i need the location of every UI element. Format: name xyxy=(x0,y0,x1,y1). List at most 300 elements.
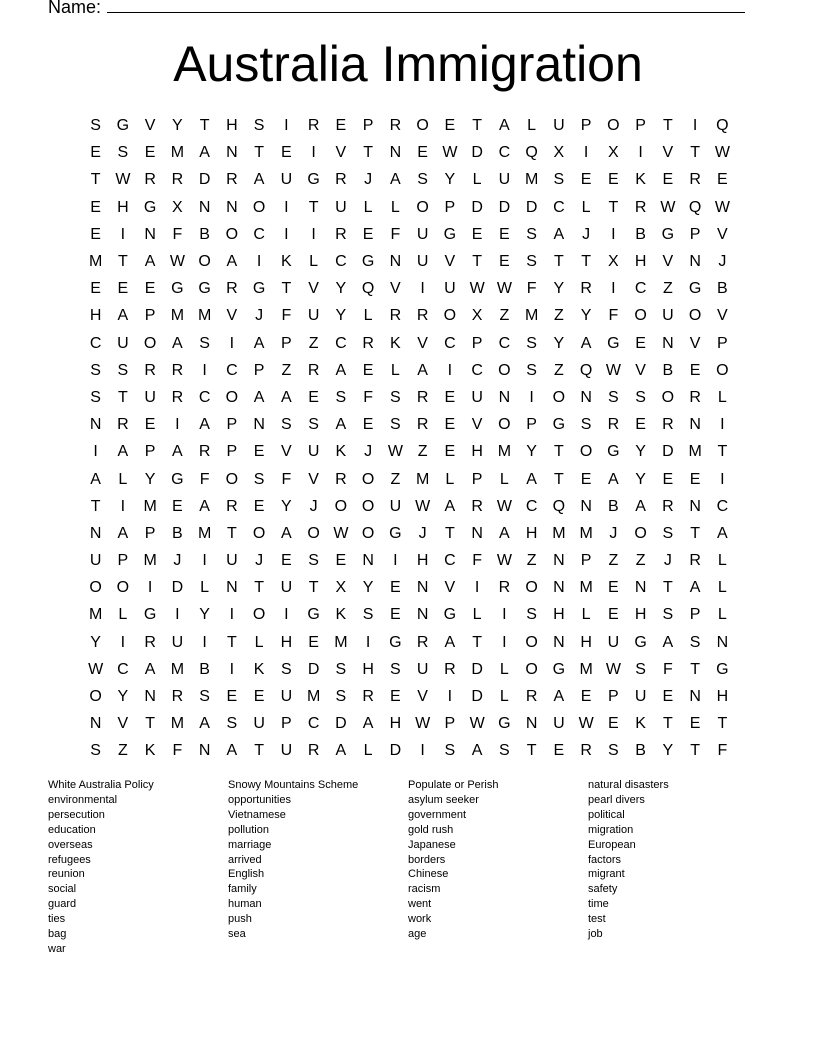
grid-letter: U xyxy=(280,579,293,597)
grid-letter: L xyxy=(390,361,400,379)
grid-letter: S xyxy=(526,334,537,352)
grid-letter: W xyxy=(469,280,485,298)
grid-letter: W xyxy=(605,361,621,379)
grid-letter: E xyxy=(390,579,401,597)
grid-letter: C xyxy=(498,144,511,162)
word-list-item: Snowy Mountains Scheme xyxy=(228,779,359,791)
grid-letter: Z xyxy=(553,307,564,325)
grid-letter: E xyxy=(635,416,646,434)
grid-letter: M xyxy=(524,171,539,189)
grid-letter: R xyxy=(525,688,538,706)
grid-letter: G xyxy=(634,633,647,651)
grid-row xyxy=(82,112,736,139)
grid-letter: A xyxy=(226,253,238,271)
grid-letter: M xyxy=(170,715,185,733)
grid-letter: Y xyxy=(335,280,347,298)
grid-letter: F xyxy=(526,280,537,298)
grid-letter: G xyxy=(443,606,457,624)
grid-letter: A xyxy=(499,524,510,542)
grid-letter: R xyxy=(498,579,511,597)
grid-letter: P xyxy=(580,117,592,135)
grid-letter: I xyxy=(502,633,507,651)
grid-letter: R xyxy=(389,307,402,325)
grid-letter: S xyxy=(444,742,456,760)
grid-letter: A xyxy=(499,117,510,135)
grid-letter: M xyxy=(197,524,212,542)
grid-letter: R xyxy=(171,171,184,189)
grid-letter: T xyxy=(717,443,728,461)
grid-letter: T xyxy=(308,579,319,597)
grid-letter: L xyxy=(118,470,128,488)
grid-letter: L xyxy=(363,198,373,216)
grid-letter: H xyxy=(471,443,483,461)
grid-letter: K xyxy=(281,253,292,271)
grid-letter: V xyxy=(662,253,674,271)
grid-letter: C xyxy=(226,361,238,379)
grid-letter: S xyxy=(635,388,646,406)
grid-letter: X xyxy=(172,198,183,216)
grid-letter: E xyxy=(362,361,374,379)
grid-row xyxy=(82,411,736,438)
grid-letter: H xyxy=(525,524,538,542)
grid-letter: L xyxy=(717,388,727,406)
grid-letter: T xyxy=(690,660,701,678)
grid-letter: P xyxy=(689,606,701,624)
grid-letter: O xyxy=(334,497,348,515)
grid-letter: I xyxy=(311,144,316,162)
grid-letter: P xyxy=(717,334,728,352)
grid-letter: R xyxy=(362,334,374,352)
grid-letter: X xyxy=(335,579,347,597)
grid-letter: P xyxy=(281,334,292,352)
grid-letter: V xyxy=(444,253,456,271)
word-column xyxy=(588,778,768,957)
grid-letter: D xyxy=(471,144,483,162)
grid-letter: A xyxy=(553,688,565,706)
grid-letter: F xyxy=(172,742,183,760)
grid-letter: O xyxy=(525,660,538,678)
grid-letter: V xyxy=(717,225,728,243)
grid-letter: S xyxy=(390,660,401,678)
word-list-item: Populate or Perish xyxy=(408,779,499,791)
grid-letter: L xyxy=(200,579,210,597)
grid-letter: A xyxy=(199,497,210,515)
grid-letter: I xyxy=(420,280,425,298)
grid-letter: O xyxy=(307,524,320,542)
grid-letter: E xyxy=(444,443,456,461)
grid-letter: G xyxy=(661,225,675,243)
grid-letter: I xyxy=(202,361,207,379)
grid-row xyxy=(82,357,736,384)
grid-letter: I xyxy=(284,225,289,243)
grid-letter: E xyxy=(662,688,674,706)
word-list-item: time xyxy=(588,898,609,911)
grid-letter: Y xyxy=(580,307,592,325)
grid-letter: U xyxy=(226,552,238,570)
grid-letter: T xyxy=(90,497,101,515)
grid-letter: N xyxy=(198,742,211,760)
grid-letter: R xyxy=(416,388,429,406)
grid-letter: I xyxy=(93,443,98,461)
grid-letter: S xyxy=(390,416,401,434)
grid-letter: M xyxy=(306,688,321,706)
grid-letter: O xyxy=(225,470,239,488)
grid-letter: C xyxy=(89,334,102,352)
grid-letter: U xyxy=(253,715,265,733)
grid-letter: D xyxy=(662,443,674,461)
grid-letter: T xyxy=(662,579,673,597)
grid-letter: A xyxy=(335,416,347,434)
grid-letter: V xyxy=(308,470,319,488)
grid-letter: E xyxy=(253,688,265,706)
grid-letter: A xyxy=(662,633,674,651)
grid-letter: N xyxy=(580,497,592,515)
grid-letter: G xyxy=(688,280,702,298)
grid-letter: Z xyxy=(635,552,646,570)
grid-letter: T xyxy=(472,117,483,135)
grid-letter: A xyxy=(471,742,483,760)
grid-letter: O xyxy=(416,198,429,216)
grid-letter: P xyxy=(144,443,156,461)
grid-letter: V xyxy=(281,443,292,461)
grid-letter: W xyxy=(496,552,512,570)
grid-letter: W xyxy=(88,660,104,678)
grid-letter: G xyxy=(389,633,402,651)
grid-letter: U xyxy=(416,660,429,678)
grid-letter: G xyxy=(171,470,184,488)
grid-letter: Z xyxy=(662,280,673,298)
grid-letter: G xyxy=(198,280,211,298)
grid-letter: R xyxy=(171,361,184,379)
grid-letter: P xyxy=(117,552,129,570)
grid-letter: T xyxy=(553,470,564,488)
grid-letter: W xyxy=(496,280,512,298)
grid-letter: N xyxy=(198,198,211,216)
grid-letter: E xyxy=(689,715,701,733)
word-list-item: social xyxy=(48,883,77,896)
grid-letter: I xyxy=(120,497,126,515)
grid-letter: R xyxy=(171,388,184,406)
grid-letter: Y xyxy=(662,742,674,760)
grid-letter: N xyxy=(416,606,429,624)
grid-letter: G xyxy=(361,253,375,271)
grid-letter: E xyxy=(662,171,674,189)
grid-letter: Y xyxy=(362,579,374,597)
grid-letter: W xyxy=(714,198,730,216)
grid-letter: R xyxy=(607,416,620,434)
grid-letter: U xyxy=(607,633,620,651)
grid-letter: Y xyxy=(90,633,101,651)
grid-letter: U xyxy=(280,171,293,189)
grid-letter: U xyxy=(307,443,320,461)
grid-row xyxy=(82,194,736,221)
word-list-item: test xyxy=(588,913,606,926)
grid-letter: N xyxy=(362,552,374,570)
grid-letter: O xyxy=(443,307,457,325)
grid-letter: C xyxy=(498,334,511,352)
grid-letter: R xyxy=(335,225,347,243)
grid-letter: H xyxy=(389,715,402,733)
grid-letter: O xyxy=(89,579,102,597)
grid-letter: E xyxy=(417,144,428,162)
grid-letter: J xyxy=(582,225,591,243)
grid-letter: Z xyxy=(553,361,564,379)
grid-letter: S xyxy=(117,361,129,379)
grid-letter: I xyxy=(229,334,235,352)
grid-letter: N xyxy=(226,144,238,162)
word-list-item: human xyxy=(228,898,262,911)
grid-letter: Z xyxy=(608,552,619,570)
grid-letter: O xyxy=(143,334,157,352)
grid-row xyxy=(82,710,736,737)
grid-letter: S xyxy=(90,388,101,406)
grid-letter: S xyxy=(90,361,101,379)
grid-letter: I xyxy=(175,416,180,434)
grid-letter: D xyxy=(471,688,483,706)
grid-letter: C xyxy=(198,388,211,406)
grid-row xyxy=(82,330,736,357)
grid-letter: R xyxy=(689,388,701,406)
grid-letter: F xyxy=(472,552,483,570)
grid-letter: T xyxy=(117,388,128,406)
grid-letter: S xyxy=(580,416,592,434)
grid-letter: A xyxy=(553,225,565,243)
word-list-item: refugees xyxy=(48,853,91,866)
grid-letter: P xyxy=(362,117,374,135)
grid-letter: H xyxy=(553,606,565,624)
grid-letter: M xyxy=(170,307,185,325)
grid-letter: E xyxy=(608,715,619,733)
grid-letter: A xyxy=(226,742,238,760)
grid-letter: N xyxy=(498,388,511,406)
grid-letter: T xyxy=(117,253,128,271)
grid-letter: E xyxy=(635,334,646,352)
grid-letter: C xyxy=(335,253,347,271)
grid-letter: E xyxy=(172,497,183,515)
grid-letter: S xyxy=(390,388,401,406)
grid-letter: O xyxy=(688,307,702,325)
grid-letter: Q xyxy=(716,117,729,135)
grid-letter: E xyxy=(689,470,701,488)
grid-letter: V xyxy=(662,144,674,162)
grid-letter: Q xyxy=(361,280,375,298)
grid-letter: O xyxy=(498,416,511,434)
word-list-item: Vietnamese xyxy=(228,808,286,821)
grid-letter: E xyxy=(308,633,319,651)
grid-letter: I xyxy=(611,280,616,298)
grid-letter: P xyxy=(253,361,265,379)
grid-letter: S xyxy=(526,253,537,271)
grid-letter: G xyxy=(143,198,157,216)
grid-letter: O xyxy=(634,524,647,542)
grid-letter: S xyxy=(226,715,238,733)
grid-letter: I xyxy=(720,470,725,488)
grid-letter: Z xyxy=(117,742,128,760)
grid-letter: A xyxy=(172,334,183,352)
grid-letter: N xyxy=(553,579,565,597)
grid-letter: A xyxy=(444,633,456,651)
grid-letter: D xyxy=(389,742,402,760)
word-list-item: war xyxy=(48,942,66,955)
grid-letter: E xyxy=(335,552,347,570)
grid-letter: S xyxy=(281,660,292,678)
word-list-item: work xyxy=(408,913,432,926)
grid-letter: F xyxy=(390,225,401,243)
grid-letter: I xyxy=(120,633,126,651)
grid-letter: I xyxy=(284,606,289,624)
grid-letter: H xyxy=(89,307,102,325)
grid-letter: S xyxy=(90,117,101,135)
grid-letter: O xyxy=(579,443,593,461)
grid-letter: G xyxy=(552,416,566,434)
grid-letter: A xyxy=(526,470,537,488)
grid-letter: A xyxy=(335,361,347,379)
grid-letter: S xyxy=(526,361,537,379)
grid-letter: R xyxy=(335,470,347,488)
grid-letter: Z xyxy=(308,334,319,352)
grid-letter: E xyxy=(362,225,374,243)
word-list-item: pollution xyxy=(228,823,269,836)
grid-letter: H xyxy=(226,117,238,135)
grid-letter: R xyxy=(226,497,238,515)
grid-letter: Y xyxy=(553,280,565,298)
grid-letter: S xyxy=(281,416,292,434)
grid-letter: S xyxy=(335,660,347,678)
grid-letter: G xyxy=(116,117,130,135)
grid-letter: U xyxy=(280,742,293,760)
grid-letter: N xyxy=(689,688,701,706)
grid-letter: M xyxy=(497,443,512,461)
grid-letter: F xyxy=(199,470,210,488)
grid-letter: S xyxy=(662,524,674,542)
grid-letter: I xyxy=(229,606,235,624)
grid-letter: L xyxy=(363,307,373,325)
grid-letter: G xyxy=(171,280,184,298)
name-line xyxy=(48,0,745,18)
grid-letter: E xyxy=(90,144,101,162)
grid-letter: J xyxy=(309,497,318,515)
grid-letter: W xyxy=(578,715,594,733)
grid-letter: J xyxy=(173,552,182,570)
grid-letter: W xyxy=(714,144,730,162)
grid-letter: I xyxy=(120,225,126,243)
grid-letter: N xyxy=(689,497,701,515)
grid-letter: J xyxy=(718,253,727,271)
grid-letter: L xyxy=(118,606,128,624)
grid-letter: I xyxy=(474,579,480,597)
grid-letter: I xyxy=(502,606,507,624)
grid-letter: N xyxy=(689,253,701,271)
grid-letter: G xyxy=(307,606,320,624)
grid-letter: I xyxy=(202,552,207,570)
grid-letter: S xyxy=(499,742,510,760)
grid-letter: E xyxy=(580,171,592,189)
grid-letter: K xyxy=(144,742,156,760)
grid-letter: W xyxy=(115,171,131,189)
grid-letter: S xyxy=(253,117,265,135)
grid-letter: T xyxy=(444,524,455,542)
grid-letter: M xyxy=(88,253,103,271)
grid-letter: E xyxy=(608,171,619,189)
grid-letter: Z xyxy=(417,443,428,461)
grid-letter: K xyxy=(390,334,401,352)
grid-letter: O xyxy=(252,198,266,216)
name-blank-line xyxy=(107,0,745,13)
grid-letter: V xyxy=(117,715,129,733)
grid-letter: J xyxy=(255,552,264,570)
grid-letter: O xyxy=(225,388,239,406)
grid-letter: P xyxy=(281,715,292,733)
grid-letter: X xyxy=(553,144,565,162)
grid-letter: Y xyxy=(335,307,347,325)
grid-row xyxy=(82,438,736,465)
grid-letter: A xyxy=(635,497,646,515)
grid-letter: A xyxy=(117,524,129,542)
grid-letter: Y xyxy=(199,606,210,624)
grid-letter: D xyxy=(335,715,347,733)
grid-letter: E xyxy=(553,742,565,760)
grid-letter: A xyxy=(444,497,456,515)
grid-letter: M xyxy=(552,524,566,542)
grid-letter: G xyxy=(443,225,457,243)
grid-letter: E xyxy=(662,470,674,488)
grid-letter: L xyxy=(445,470,455,488)
grid-letter: O xyxy=(198,253,211,271)
grid-row xyxy=(82,520,736,547)
grid-letter: H xyxy=(117,198,129,216)
grid-letter: S xyxy=(662,606,674,624)
word-list-item: racism xyxy=(408,883,441,896)
grid-letter: U xyxy=(117,334,129,352)
grid-letter: T xyxy=(281,280,292,298)
grid-row xyxy=(82,166,736,193)
grid-letter: P xyxy=(471,334,483,352)
word-column xyxy=(408,778,588,957)
grid-letter: P xyxy=(526,416,537,434)
grid-letter: S xyxy=(635,660,646,678)
grid-letter: Y xyxy=(117,688,129,706)
grid-letter: N xyxy=(89,715,102,733)
grid-letter: K xyxy=(635,171,646,189)
grid-letter: S xyxy=(362,606,374,624)
grid-letter: U xyxy=(335,198,347,216)
grid-letter: I xyxy=(256,253,262,271)
grid-letter: N xyxy=(416,579,429,597)
grid-letter: Z xyxy=(499,307,510,325)
grid-row xyxy=(82,384,736,411)
grid-letter: A xyxy=(144,253,156,271)
grid-letter: A xyxy=(390,171,401,189)
grid-letter: M xyxy=(579,579,593,597)
grid-letter: V xyxy=(308,280,319,298)
grid-letter: T xyxy=(363,144,374,162)
word-list-item: English xyxy=(228,868,265,881)
grid-letter: O xyxy=(252,524,266,542)
grid-letter: F xyxy=(281,470,292,488)
grid-letter: V xyxy=(417,334,428,352)
word-list-item: government xyxy=(408,808,467,821)
grid-letter: I xyxy=(284,117,289,135)
grid-letter: A xyxy=(90,470,101,488)
grid-letter: R xyxy=(689,552,701,570)
grid-letter: H xyxy=(634,606,647,624)
grid-letter: A xyxy=(281,524,292,542)
grid-letter: G xyxy=(307,171,320,189)
grid-letter: A xyxy=(362,715,374,733)
grid-letter: R xyxy=(144,171,156,189)
grid-letter: T xyxy=(472,633,483,651)
grid-letter: E xyxy=(335,117,347,135)
